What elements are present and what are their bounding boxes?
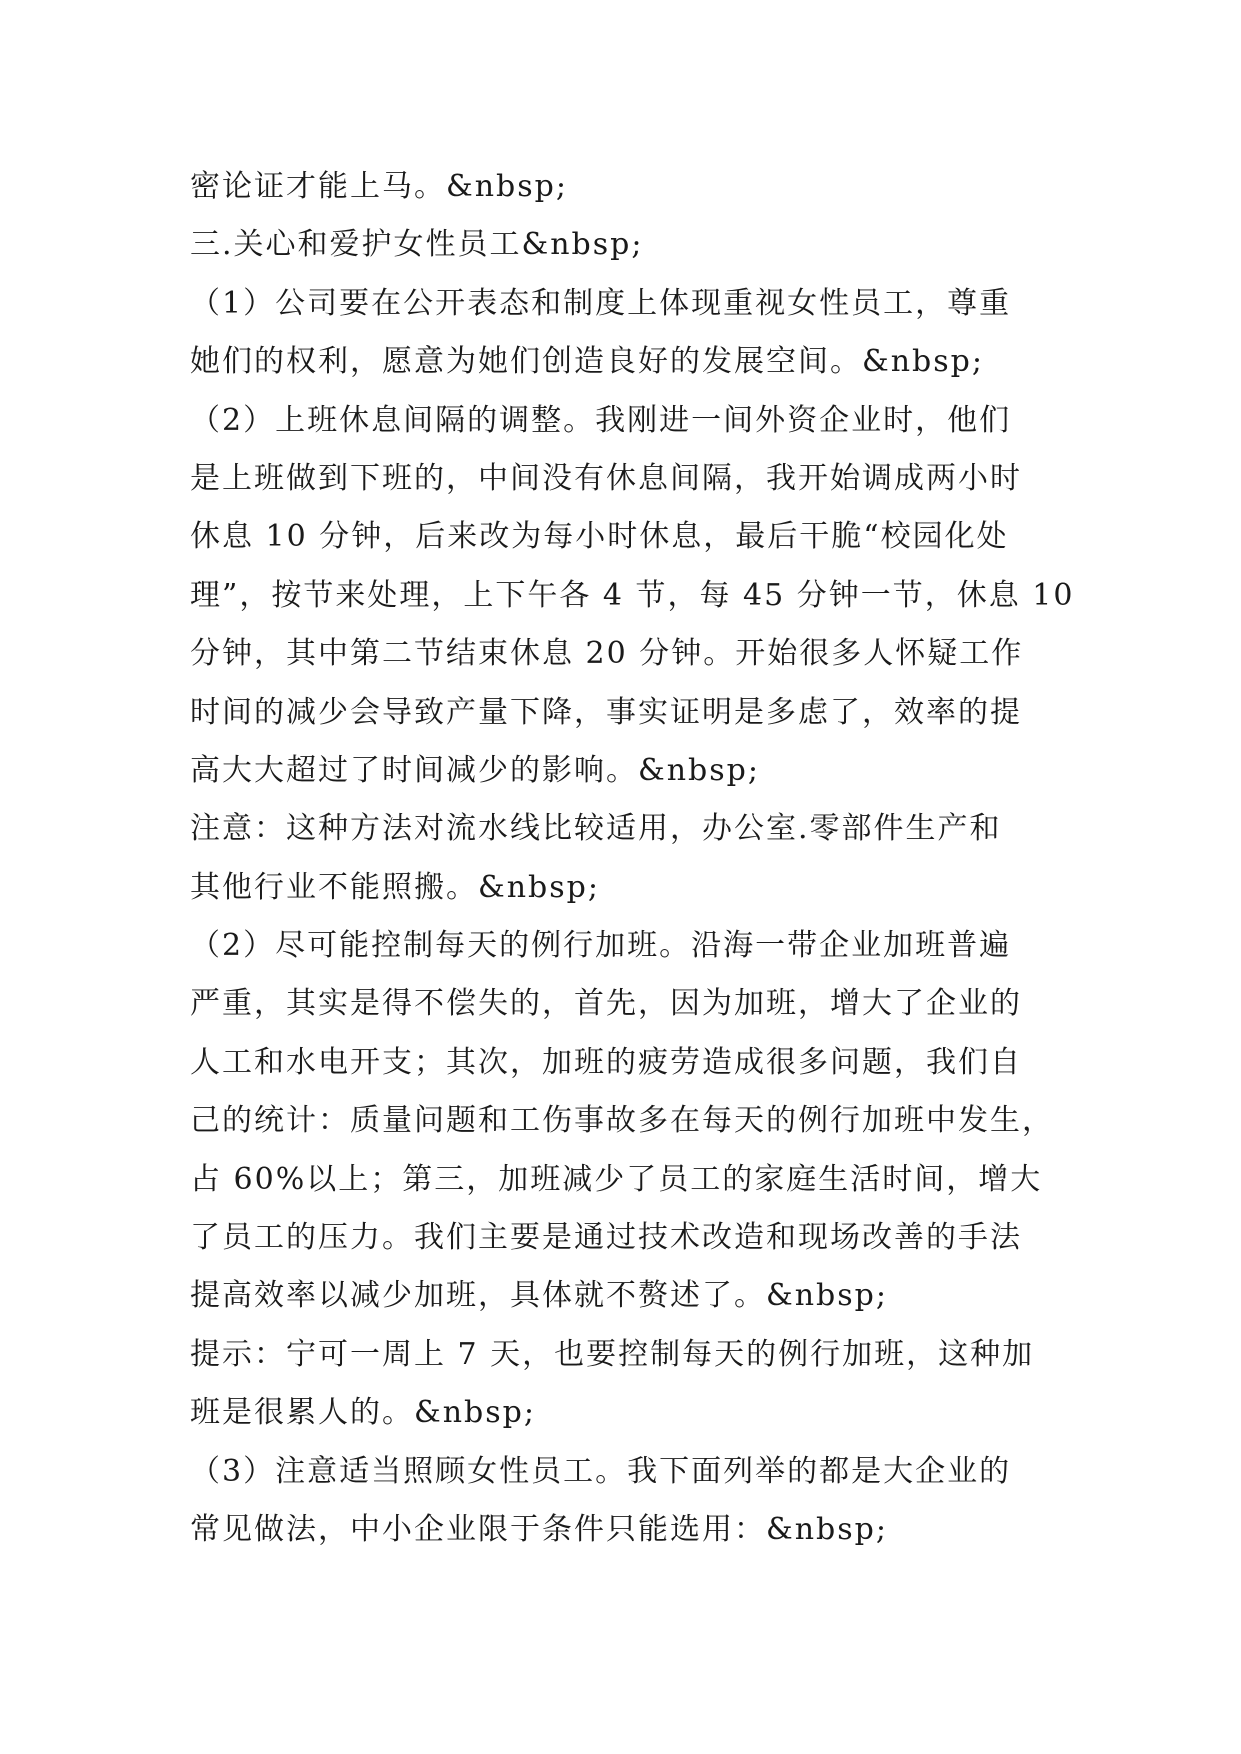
note-line: 注意：这种方法对流水线比较适用，办公室.零部件生产和 xyxy=(190,811,1002,847)
text-line: 是上班做到下班的，中间没有休息间隔，我开始调成两小时 xyxy=(190,460,1022,496)
text-line: 己的统计：质量问题和工伤事故多在每天的例行加班中发生， xyxy=(190,1103,1054,1139)
text-line: 密论证才能上马。&nbsp; xyxy=(190,169,568,204)
section-heading: 三.关心和爱护女性员工&nbsp; xyxy=(190,227,644,263)
text-line: 时间的减少会导致产量下降，事实证明是多虑了，效率的提 xyxy=(190,694,1022,730)
text-line: 人工和水电开支；其次，加班的疲劳造成很多问题，我们自 xyxy=(190,1044,1022,1080)
text-line: 占 60%以上；第三，加班减少了员工的家庭生活时间，增大 xyxy=(190,1161,1043,1197)
text-line: 常见做法，中小企业限于条件只能选用：&nbsp; xyxy=(190,1511,888,1547)
tip-line: 提示：宁可一周上 7 天，也要控制每天的例行加班，这种加 xyxy=(190,1336,1035,1372)
text-line: 分钟，其中第二节结束休息 20 分钟。开始很多人怀疑工作 xyxy=(190,636,1024,672)
text-line: 休息 10 分钟，后来改为每小时休息，最后干脆“校园化处 xyxy=(190,519,1009,555)
document-body xyxy=(190,158,1090,1559)
tip-line: 班是很累人的。&nbsp; xyxy=(190,1395,536,1431)
note-line: 其他行业不能照搬。&nbsp; xyxy=(190,869,600,905)
text-line: （1）公司要在公开表态和制度上体现重视女性员工，尊重 xyxy=(190,285,1012,321)
text-line: 她们的权利，愿意为她们创造良好的发展空间。&nbsp; xyxy=(190,344,984,380)
text-line: 高大大超过了时间减少的影响。&nbsp; xyxy=(190,752,760,788)
text-line: 了员工的压力。我们主要是通过技术改造和现场改善的手法 xyxy=(190,1220,1022,1256)
text-line: （3）注意适当照顾女性员工。我下面列举的都是大企业的 xyxy=(190,1453,1012,1489)
text-line: （2）尽可能控制每天的例行加班。沿海一带企业加班普遍 xyxy=(190,928,1012,964)
text-line: （2）上班休息间隔的调整。我刚进一间外资企业时，他们 xyxy=(190,402,1012,438)
text-line: 严重，其实是得不偿失的，首先，因为加班，增大了企业的 xyxy=(190,986,1022,1022)
text-line: 理”，按节来处理，上下午各 4 节，每 45 分钟一节，休息 10 xyxy=(190,577,1075,613)
text-line: 提高效率以减少加班，具体就不赘述了。&nbsp; xyxy=(190,1278,888,1314)
